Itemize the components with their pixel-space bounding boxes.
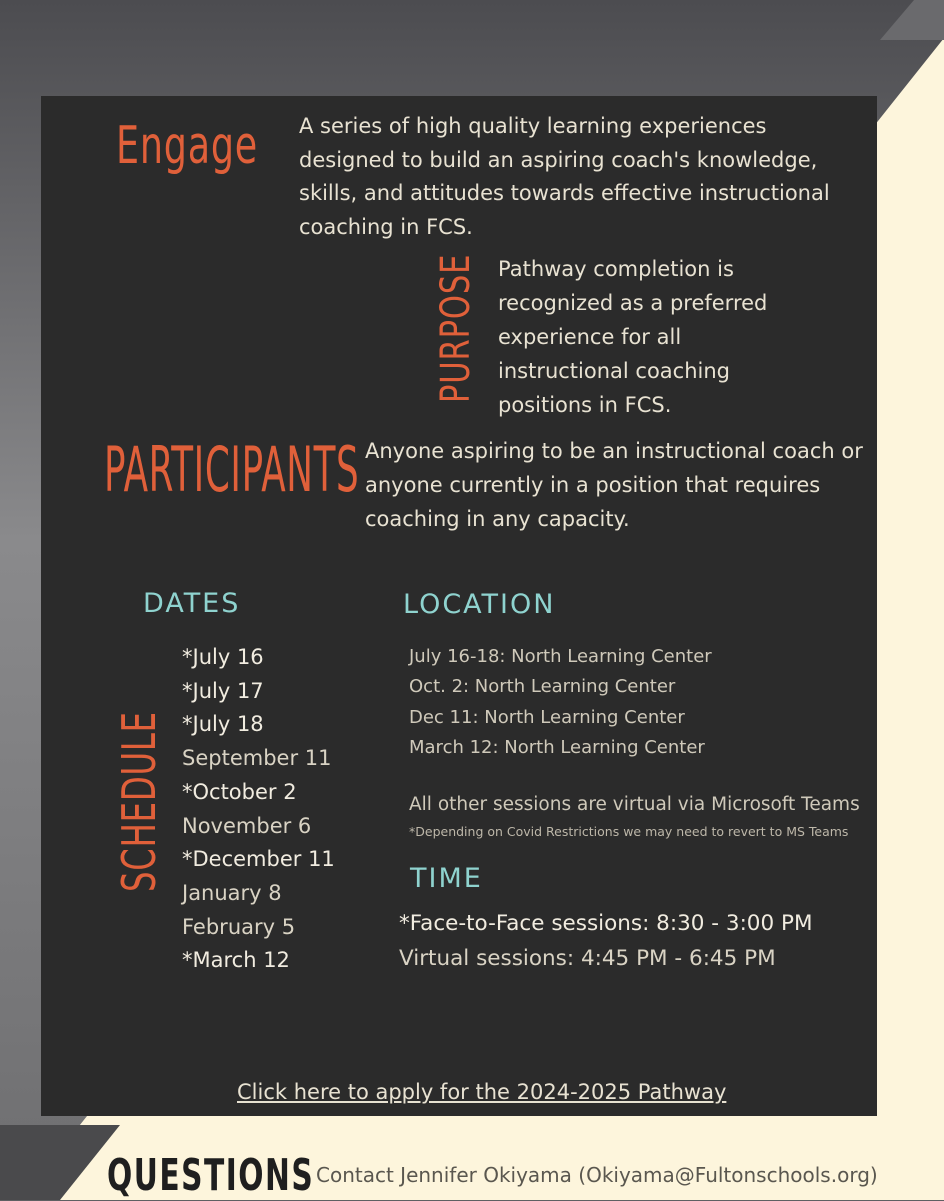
date-item: *October 2 [182, 779, 297, 804]
questions-heading: QUESTIONS [107, 1150, 315, 1201]
time-face-to-face: *Face-to-Face sessions: 8:30 - 3:00 PM [399, 911, 813, 936]
location-heading: LOCATION [403, 589, 556, 620]
schedule-heading: SCHEDULE [112, 711, 166, 892]
virtual-note: All other sessions are virtual via Microsoft Teams [409, 794, 860, 815]
dates-heading: DATES [143, 588, 241, 619]
date-item: November 6 [182, 813, 312, 838]
date-item: *March 12 [182, 948, 290, 973]
date-item: September 11 [182, 746, 332, 771]
location-item: July 16-18: North Learning Center [409, 646, 712, 667]
date-item: *July 18 [182, 712, 264, 737]
time-virtual: Virtual sessions: 4:45 PM - 6:45 PM [399, 946, 776, 971]
date-item: January 8 [182, 880, 282, 905]
time-heading: TIME [410, 863, 483, 894]
purpose-text: Pathway completion is recognized as a preferred experience for all instructional coaching positions in FCS. [498, 257, 768, 417]
purpose-heading: PURPOSE [433, 253, 479, 403]
date-item: *July 17 [182, 678, 264, 703]
engage-text: A series of high quality learning experiences designed to build an aspiring coach's knowledge, skills, and attitudes towards effective instructional coaching in FCS. [299, 114, 830, 239]
location-item: Oct. 2: North Learning Center [409, 676, 676, 698]
date-item: *July 16 [182, 645, 264, 669]
participants-heading: PARTICIPANTS [104, 433, 360, 506]
date-item: *December 11 [182, 847, 335, 872]
locations-list [409, 642, 712, 763]
dates-list [182, 641, 335, 978]
contact-text: Contact Jennifer Okiyama (Okiyama@Fultonschools.org) [316, 1163, 878, 1187]
location-item: March 12: North Learning Center [409, 736, 705, 758]
covid-note: *Depending on Covid Restrictions we may need to revert to MS Teams [409, 824, 849, 839]
participants-text: Anyone aspiring to be an instructional coach or anyone currently in a position that requires coaching in any capacity. [365, 439, 863, 531]
date-item: February 5 [182, 914, 296, 939]
engage-heading: Engage [116, 116, 259, 176]
apply-link[interactable]: Click here to apply for the 2024-2025 Pathway [237, 1080, 727, 1104]
location-item: Dec 11: North Learning Center [409, 706, 685, 728]
